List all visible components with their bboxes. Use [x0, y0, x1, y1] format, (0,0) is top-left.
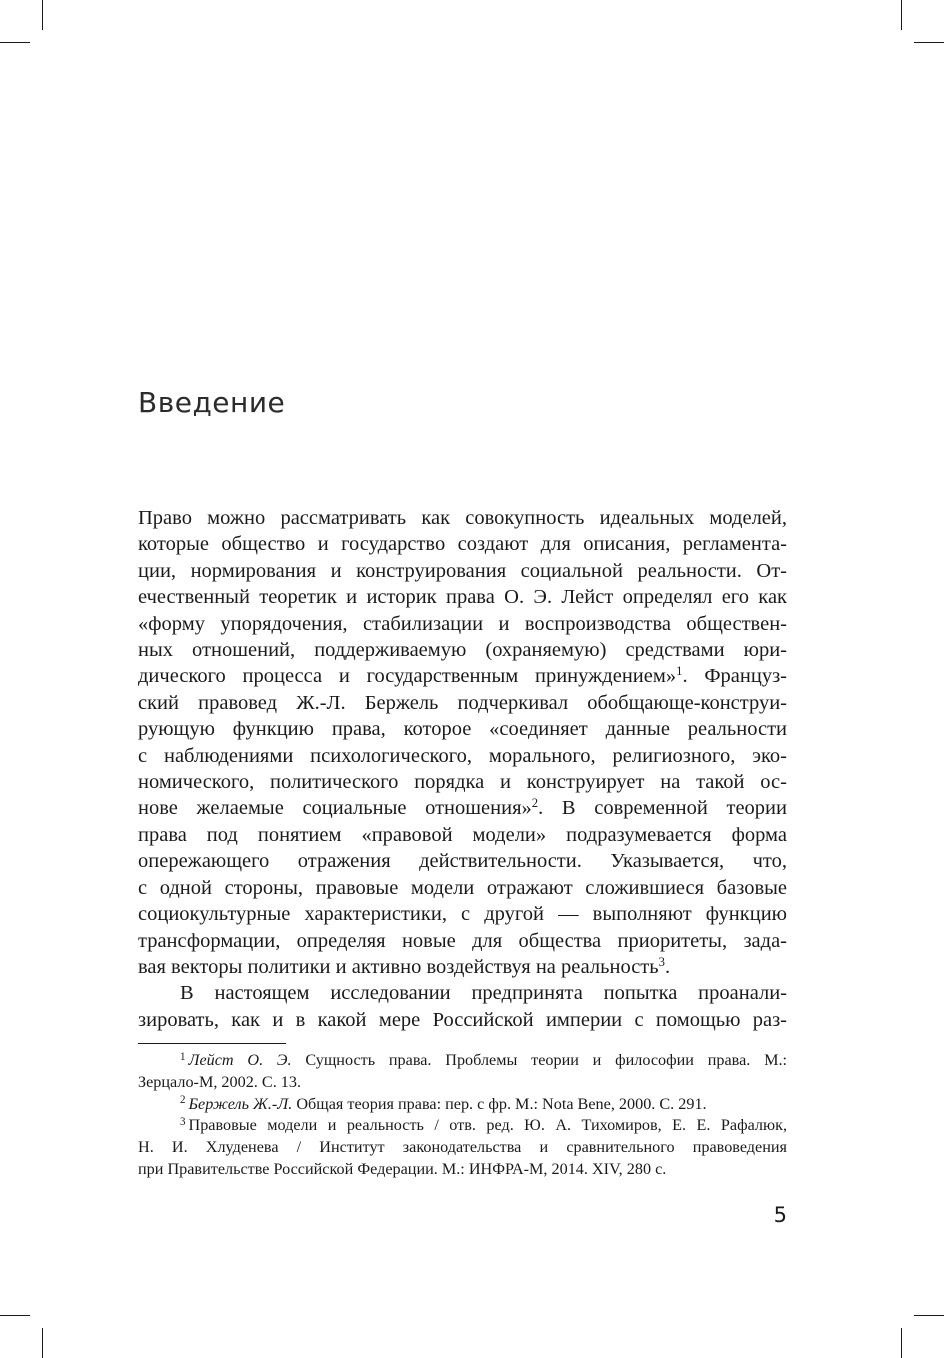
text-segment: .	[664, 955, 671, 978]
footnote-mark: 3	[180, 1115, 186, 1128]
footnote-separator	[138, 1043, 286, 1044]
footnote-3	[138, 1115, 787, 1137]
crop-mark	[901, 0, 902, 30]
text-line: ечественный теоретик и историк права О. Э. Лейст определял его как	[138, 586, 787, 609]
text-line: ных отношений, поддерживаемую (охраняемую) средствами юри-	[138, 639, 787, 662]
footnote-ref[interactable]: 3	[658, 954, 665, 969]
text-line: права под понятием «правовой модели» подразумевается форма	[138, 823, 787, 846]
page-number: 5	[773, 1203, 787, 1227]
text-line: опережающего отражения действительности. Указывается, что,	[138, 850, 787, 873]
crop-mark	[42, 0, 43, 30]
text-line: социокультурные характеристики, с другой — выполняют функцию	[138, 903, 787, 926]
footnote-text: Общая теория права: пер. с фр. М.: Nota Bene, 2000. С. 291.	[296, 1094, 707, 1113]
footnote-author: Бержель Ж.-Л.	[188, 1094, 293, 1113]
text-line: с наблюдениями психологического, морального, религиозного, эко-	[138, 744, 787, 767]
text-line	[138, 795, 787, 821]
text-segment: . Француз-	[682, 665, 788, 688]
footnote-text: Сущность права. Проблемы теории и философии права. М.:	[305, 1051, 788, 1069]
text-line: ский правовед Ж.-Л. Бержель подчеркивал обобщающе-конструи-	[138, 691, 787, 714]
text-line: «форму упорядочения, стабилизации и воспроизводства обществен-	[138, 612, 787, 635]
footnote-mark: 1	[180, 1050, 186, 1063]
text-line	[138, 663, 787, 689]
crop-mark	[0, 1315, 30, 1316]
text-segment: вая векторы политики и активно воздействуя на реальность	[138, 955, 659, 978]
crop-mark	[901, 1328, 902, 1358]
text-segment: . В современной теории	[538, 797, 787, 820]
text-line: В настоящем исследовании предпринята попытка проанали-	[180, 982, 787, 1005]
text-line: которые общество и государство создают для описания, регламента-	[138, 533, 787, 556]
footnote-mark: 2	[180, 1094, 186, 1107]
body-text	[138, 505, 787, 1033]
text-line	[138, 954, 787, 980]
text-line: ции, нормирования и конструирования социальной реальности. От-	[138, 559, 787, 582]
text-segment: дического процесса и государственным принуждением»	[138, 665, 677, 688]
text-line: рующую функцию права, которое «соединяет данные реальности	[138, 718, 787, 741]
footnote-3-cont: при Правительстве Российской Федерации. М.: ИНФРА-М, 2014. XIV, 280 с.	[138, 1159, 667, 1178]
footnote-2	[138, 1094, 787, 1116]
text-line: с одной стороны, правовые модели отражают сложившиеся базовые	[138, 876, 787, 899]
text-segment: нове желаемые социальные отношения»	[138, 797, 532, 820]
footnote-1-cont: Зерцало-М, 2002. С. 13.	[138, 1072, 302, 1091]
text-line: зировать, как и в какой мере Российской империи с помощью раз-	[138, 1008, 787, 1031]
text-line: Право можно рассматривать как совокупность идеальных моделей,	[138, 507, 787, 529]
footnote-ref[interactable]: 2	[531, 796, 539, 811]
footnote-ref[interactable]: 1	[676, 664, 683, 679]
crop-mark	[914, 1315, 944, 1316]
footnote-text: Правовые модели и реальность / отв. ред. Ю. А. Тихомиров, Е. Е. Рафалюк,	[188, 1116, 787, 1135]
footnote-author: Лейст О. Э.	[188, 1051, 292, 1069]
footnotes	[138, 1050, 787, 1181]
crop-mark	[42, 1328, 43, 1358]
chapter-title: Введение	[138, 386, 286, 419]
text-line: трансформации, определяя новые для общества приоритеты, зада-	[138, 929, 787, 952]
crop-mark	[0, 42, 30, 43]
footnote-1	[138, 1050, 787, 1072]
footnote-3-cont: Н. И. Хлуденева / Институт законодательства и сравнительного правоведения	[138, 1138, 787, 1157]
crop-mark	[914, 42, 944, 43]
text-line: номического, политического порядка и конструирует на такой ос-	[138, 771, 787, 794]
